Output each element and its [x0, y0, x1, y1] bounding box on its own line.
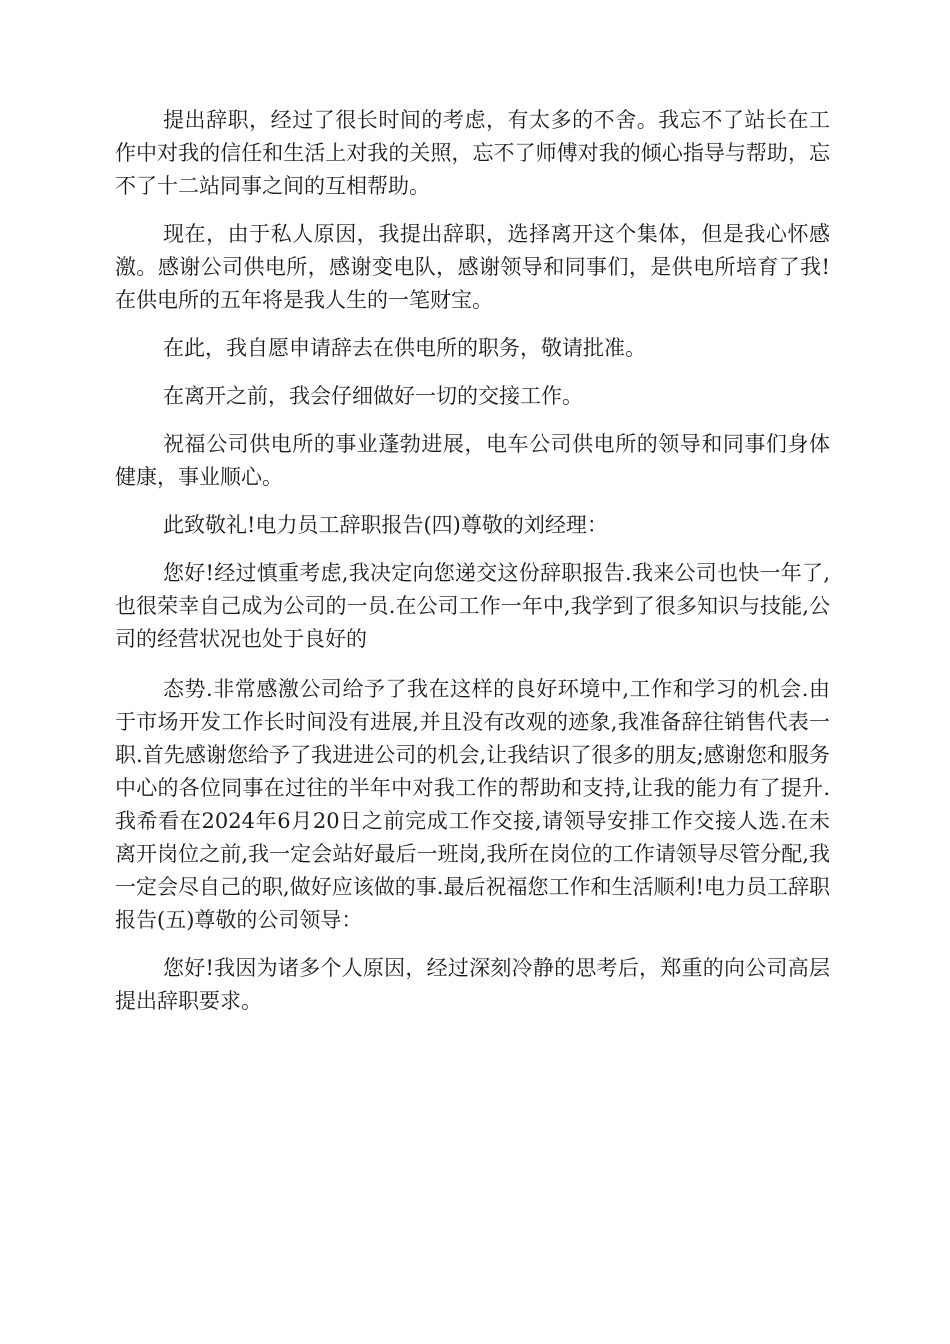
paragraph-5: 祝福公司供电所的事业蓬勃进展，电车公司供电所的领导和同事们身体健康，事业顺心。: [115, 432, 830, 489]
paragraph-1: 提出辞职，经过了很长时间的考虑，有太多的不舍。我忘不了站长在工作中对我的信任和生活上对我的关照，忘不了师傅对我的倾心指导与帮助，忘不了十二站同事之间的互相帮助。: [115, 108, 830, 198]
paragraph-6: 此致敬礼!电力员工辞职报告(四)尊敬的刘经理：: [163, 513, 608, 537]
paragraph-3: 在此，我自愿申请辞去在供电所的职务，敬请批准。: [163, 336, 646, 360]
paragraph-9: 您好!我因为诸多个人原因，经过深刻冷静的思考后，郑重的向公司高层提出辞职要求。: [115, 956, 830, 1013]
paragraph-2: 现在，由于私人原因，我提出辞职，选择离开这个集体，但是我心怀感激。感谢公司供电所，感谢变电队，感谢领导和同事们，是供电所培育了我!在供电所的五年将是我人生的一笔财宝。: [115, 222, 830, 312]
document-page: [115, 104, 830, 1033]
paragraph-8: 态势.非常感激公司给予了我在这样的良好环境中,工作和学习的机会.由于市场开发工作长时间没有进展,并且没有改观的迹象,我准备辞往销售代表一职.首先感谢您给予了我进进公司的机会,让我结识了很多的朋友;感谢您和服务中心的各位同事在过往的半年中对我工作的帮助和支持,让我的能力有了提升.我希看在2024年6月20日之前完成工作交接,请领导安排工作交接人选.在未离开岗位之前,我一定会站好最后一班岗,我所在岗位的工作请领导尽管分配,我一定会尽自己的职,做好应该做的事.最后祝福您工作和生活顺利!电力员工辞职报告(五)尊敬的公司领导：: [115, 677, 830, 932]
paragraph-4: 在离开之前，我会仔细做好一切的交接工作。: [163, 384, 583, 408]
paragraph-7: 您好!经过慎重考虑,我决定向您递交这份辞职报告.我来公司也快一年了,也很荣幸自己成为公司的一员.在公司工作一年中,我学到了很多知识与技能,公司的经营状况也处于良好的: [115, 561, 830, 651]
